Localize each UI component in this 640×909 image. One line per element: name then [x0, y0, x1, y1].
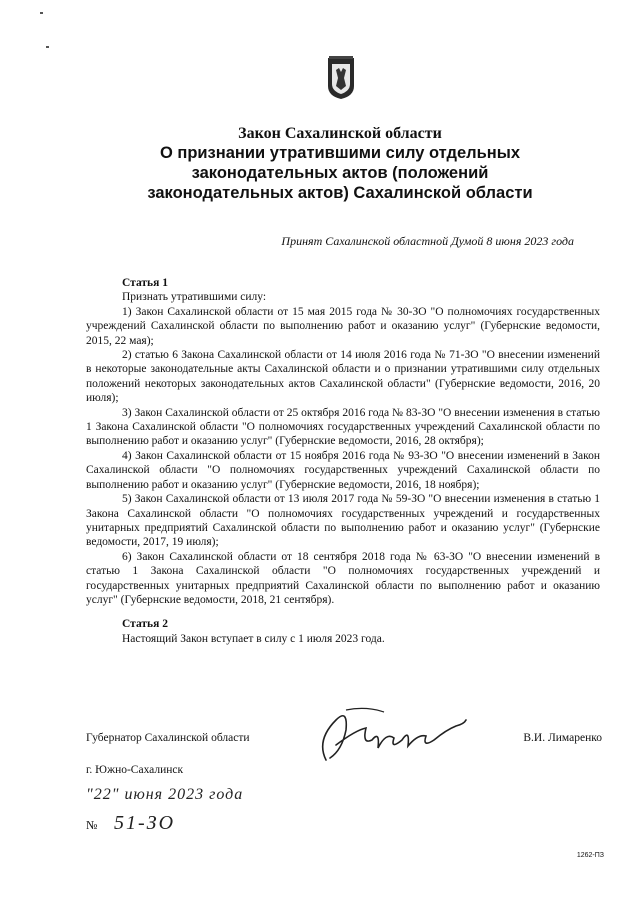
- handwritten-law-number: 51-ЗО: [114, 812, 176, 834]
- adoption-note: Принят Сахалинской областной Думой 8 июня 2023 года: [281, 234, 574, 248]
- signatory-name: В.И. Лимаренко: [523, 732, 602, 744]
- handwritten-signature: [306, 700, 476, 770]
- handwritten-date: "22" июня 2023 года: [86, 786, 244, 803]
- document-subtitle-line: О признании утратившими силу отдельных: [159, 144, 521, 162]
- article-1-heading: Статья 1: [122, 277, 168, 289]
- title-block: [60, 124, 620, 203]
- article-1-item: 6) Закон Сахалинской области от 18 сентября 2018 года № 63-ЗО "О внесении изменений в статью 1 Закона Сахалинской области "О полномочиях государственных учреждений и государственных унитарных предприятий Сахалинской области по выполнению работ и оказанию услуг" (Губернские ведомости, 2018, 21 сентября).: [86, 550, 600, 606]
- document-subtitle-line: законодательных актов (положений: [191, 164, 489, 182]
- article-2-heading: Статья 2: [122, 618, 168, 631]
- scan-speck: [46, 46, 49, 48]
- document-code: 1262-ПЗ: [576, 852, 604, 859]
- article-1-item: 2) статью 6 Закона Сахалинской области от 14 июля 2016 года № 71-ЗО "О внесении изменений в некоторые законодательные акты Сахалинской области и о признании утратившими силу отдельных положений некоторых законодательных актов Сахалинской области" (Губернские ведомости, 2016, 20 июля);: [86, 349, 600, 405]
- document-body: [86, 276, 600, 646]
- article-1-item: 5) Закон Сахалинской области от 13 июля 2017 года № 59-ЗО "О внесении изменения в статью 1 Закона Сахалинской области "О полномочиях государственных учреждений и государственных унитарных предприятий Сахалинской области по выполнению работ и оказанию услуг" (Губернские ведомости, 2017, 19 июля);: [86, 493, 600, 549]
- scan-speck: [40, 12, 43, 14]
- article-1-item: 3) Закон Сахалинской области от 25 октября 2016 года № 83-ЗО "О внесении изменения в статью 1 Закона Сахалинской области "О полномочиях государственных учреждений Сахалинской области по выполнению работ и оказанию услуг" (Губернские ведомости, 2016, 28 октября);: [86, 406, 600, 448]
- place-of-signing: г. Южно-Сахалинск: [86, 764, 184, 776]
- article-1-item: 4) Закон Сахалинской области от 15 ноября 2016 года № 93-ЗО "О внесении изменений в Закон Сахалинской области "О полномочиях государственных учреждений Сахалинской области по выполнению работ и оказанию услуг" (Губернские ведомости, 2016, 18 ноября);: [86, 449, 600, 491]
- coat-of-arms-emblem: [326, 56, 356, 100]
- document-title: Закон Сахалинской области: [238, 125, 442, 142]
- article-1-item: 1) Закон Сахалинской области от 15 мая 2015 года № 30-ЗО "О полномочиях государственных учреждений Сахалинской области по выполнению работ и оказанию услуг" (Губернские ведомости, 2015, 22 мая);: [86, 305, 600, 347]
- article-1-intro: Признать утратившими силу:: [122, 291, 267, 304]
- article-2-text: Настоящий Закон вступает в силу с 1 июля 2023 года.: [122, 632, 385, 645]
- document-subtitle-line: законодательных актов) Сахалинской области: [147, 184, 533, 202]
- signatory-position: Губернатор Сахалинской области: [86, 732, 250, 744]
- law-number-label: №: [86, 818, 98, 832]
